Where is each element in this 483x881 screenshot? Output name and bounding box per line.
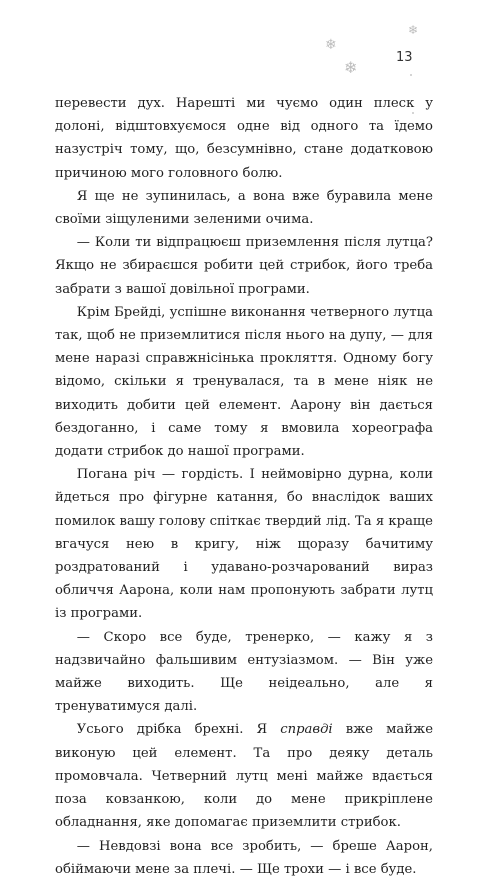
emphasized-word: справді xyxy=(280,722,333,738)
paragraph: перевести дух. Нарешті ми чуємо один плеск у долоні, відштовхуємося одне від одного та їдемо назустріч тому, що, безсумнівно, стане додатковою причиною мого головного болю. xyxy=(55,96,433,181)
paragraph: — Коли ти відпрацюєш приземлення після лутца? Якщо не збираєшся робити цей стрибок, його треба забрати з вашої довільної програми. xyxy=(55,235,433,297)
paragraph: Я ще не зупинилась, а вона вже буравила мене своїми зіщуленими зеленими очима. xyxy=(55,188,433,228)
paragraph-text: Усього дрібка брехні. Я xyxy=(76,722,281,738)
paragraph: Крім Брейді, успішне виконання четверного лутца так, щоб не приземлитися після нього на дупу, — для мене наразі справжнісінька прокляття. Одному богу відомо, скільки я тренувалася, та в мене ніяк не виходить добити цей елемент. Аарону він дається бездоганно, і саме тому я вмовила хореографа додати стрибок до нашої програми. xyxy=(55,304,433,460)
paragraph: — Скоро все буде, тренерко, — кажу я з надзвичайно фальшивим ентузіазмом. — Він уже майже виходить. Ще неідеально, але я тренуватимуся далі. xyxy=(55,629,433,715)
snowflake-icon: ❄ xyxy=(344,58,358,77)
paragraph: Погана річ — гордість. І неймовірно дурна, коли йдеться про фігурне катання, бо внаслідок ваших помилок вашу голову спіткає твердий лід. Та я краще вгачуся нею в кригу, ніж щоразу бачитиму роздратований і удавано-розчарований вираз обличчя Аарона, коли нам пропонують забрати лутц із програми. xyxy=(55,467,433,622)
decorative-dot xyxy=(410,74,412,76)
snowflake-icon: ❄ xyxy=(408,23,419,37)
body-text xyxy=(55,92,433,881)
page-number: 13 xyxy=(396,50,413,65)
paragraph: — Невдовзі вона все зробить, — бреше Аарон, обіймаючи мене за плечі. — Ще трохи — і все буде. xyxy=(55,838,433,877)
paragraph xyxy=(55,718,433,834)
snowflake-icon: ❄ xyxy=(325,37,337,53)
paragraph-text: вже майже виконую цей елемент. Та про деяку деталь промовчала. Четверний лутц мені майже вдається поза ковзанкою, коли до мене прикріплене обладнання, яке допомагає приземлити стрибок. xyxy=(55,722,433,831)
